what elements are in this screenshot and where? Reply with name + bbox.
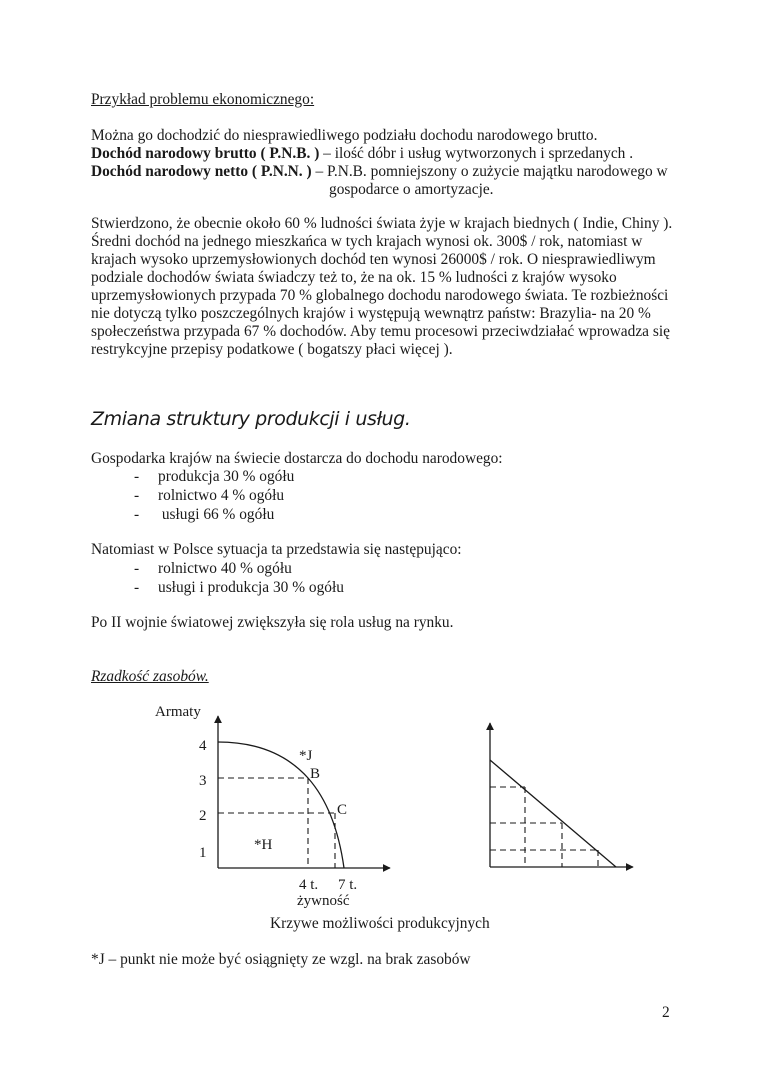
- list-item-text: produkcja 30 % ogółu: [158, 468, 295, 485]
- point-label-h: *H: [254, 837, 273, 853]
- bullet-dash: -: [134, 579, 140, 596]
- ppf-line: [490, 760, 616, 867]
- definition-text: – ilość dóbr i usług wytworzonych i sprzedanych .: [319, 145, 634, 162]
- y-axis-label: Armaty: [155, 704, 201, 720]
- x-tick-label: 4 t.: [299, 877, 319, 893]
- list-item-text: usługi i produkcja 30 % ogółu: [158, 579, 344, 596]
- y-tick-label: 1: [199, 845, 207, 861]
- paragraph-line: krajach wysoko uprzemysłowionych dochód ten wynosi 26000$ / rok. O niesprawiedliwym: [91, 251, 656, 268]
- definition-term: Dochód narodowy brutto ( P.N.B. ): [91, 145, 320, 162]
- definition-text: – P.N.B. pomniejszony o zużycie majątku narodowego w: [311, 163, 668, 180]
- point-label-c: C: [337, 802, 348, 818]
- bullet-dash: -: [134, 560, 140, 577]
- x-tick-label: 7 t.: [338, 877, 358, 893]
- bullet-dash: -: [134, 487, 140, 504]
- paragraph-line: społeczeństwa przypada 67 % dochodów. Aby temu procesowi przeciwdziałać wprowadza się: [91, 323, 670, 340]
- point-label-j: *J: [299, 748, 313, 764]
- y-tick-label: 2: [199, 808, 207, 824]
- diagram-caption: Krzywe możliwości produkcyjnych: [270, 915, 490, 932]
- section-title-scarcity: Rzadkość zasobów.: [91, 668, 209, 685]
- list-item-text: rolnictwo 4 % ogółu: [158, 487, 285, 504]
- paragraph-line: uprzemysłowionych przypada 70 % globalnego dochodu narodowego świata. Te rozbieżności: [91, 287, 669, 304]
- paragraph-line: nie dotyczą tylko poszczególnych krajów i występują wewnątrz państw: Brazylia- na 20 %: [91, 305, 651, 322]
- list-item-text: rolnictwo 40 % ogółu: [158, 560, 292, 577]
- point-label-b: B: [310, 766, 321, 782]
- footnote: *J – punkt nie może być osiągnięty ze wzgl. na brak zasobów: [91, 951, 471, 968]
- x-axis-label: żywność: [297, 893, 350, 909]
- definition-term: Dochód narodowy netto ( P.N.N. ): [91, 163, 312, 180]
- chart-ppf-curve: [155, 704, 390, 909]
- list-item-text: usługi 66 % ogółu: [158, 506, 275, 523]
- page-number: 2: [662, 1004, 670, 1021]
- y-tick-label: 4: [199, 738, 207, 754]
- definition-continuation: gospodarce o amortyzacje.: [329, 181, 494, 198]
- bullet-dash: -: [134, 506, 140, 523]
- intro-text: Można go dochodzić do niesprawiedliwego podziału dochodu narodowego brutto.: [91, 127, 598, 144]
- world-intro: Gospodarka krajów na świecie dostarcza do dochodu narodowego:: [91, 450, 503, 467]
- y-tick-label: 3: [199, 773, 207, 789]
- section-heading-structure: Zmiana struktury produkcji i usług.: [91, 408, 411, 430]
- ppf-curve: [218, 742, 344, 868]
- paragraph-line: Stwierdzono, że obecnie około 60 % ludności świata żyje w krajach biednych ( Indie, Chiny ).: [91, 215, 673, 232]
- bullet-dash: -: [134, 468, 140, 485]
- paragraph-line: Średni dochód na jednego mieszkańca w tych krajach wynosi ok. 300$ / rok, natomiast w: [91, 233, 643, 250]
- paragraph-line: restrykcyjne przepisy podatkowe ( bogatszy płaci więcej ).: [91, 341, 453, 358]
- postwar-text: Po II wojnie światowej zwiększyła się rola usług na rynku.: [91, 614, 454, 631]
- poland-intro: Natomiast w Polsce sytuacja ta przedstawia się następująco:: [91, 541, 462, 558]
- paragraph-line: podziale dochodów świata świadczy też to, że na ok. 15 % ludności z krajów wysoko: [91, 269, 617, 286]
- section-title-example: Przykład problemu ekonomicznego:: [91, 91, 315, 108]
- chart-ppf-linear: [490, 723, 633, 867]
